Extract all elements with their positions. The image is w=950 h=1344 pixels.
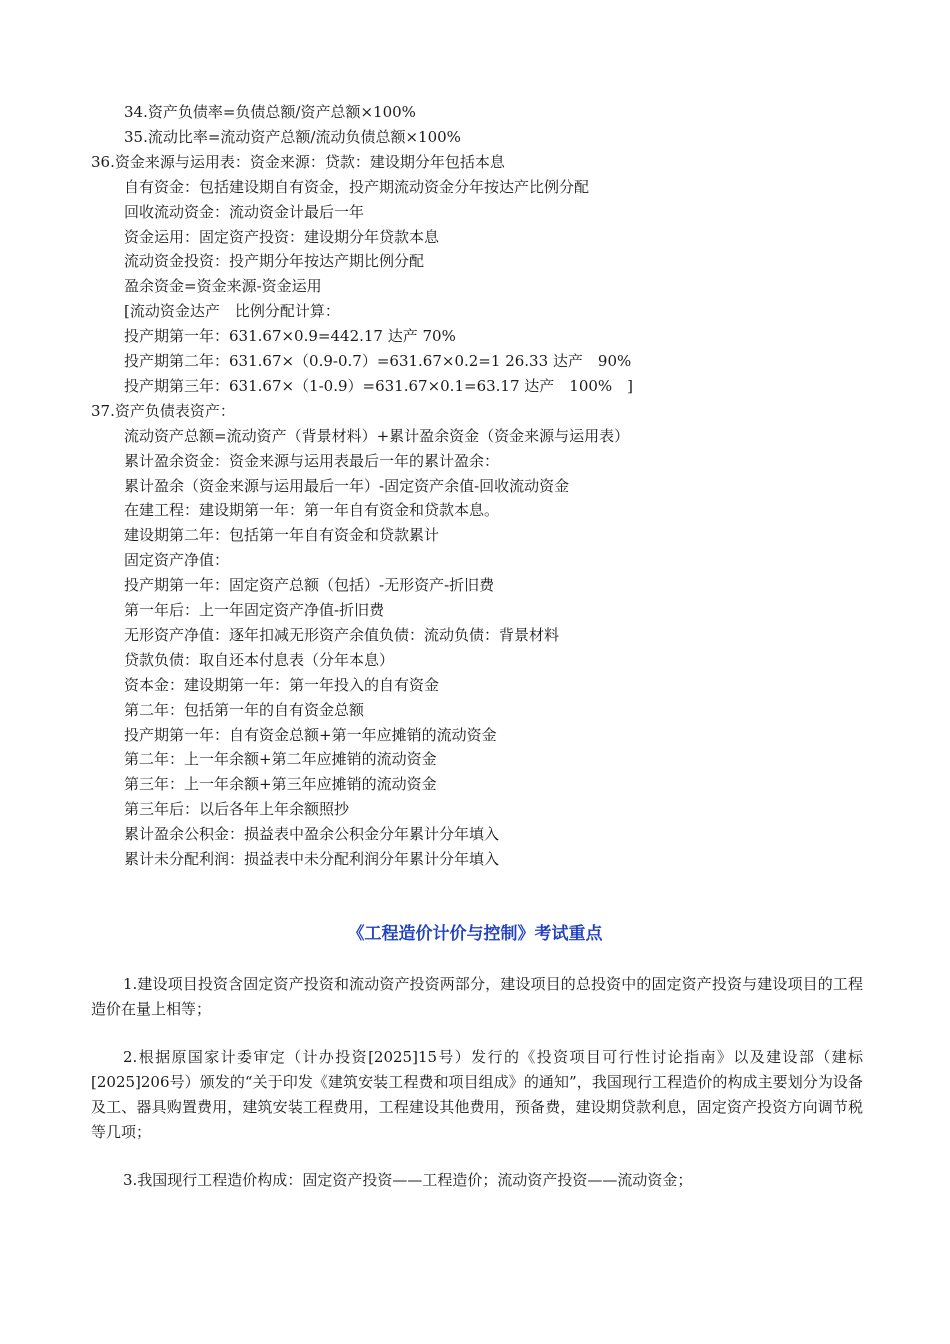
note-line: 自有资金：包括建设期自有资金，投产期流动资金分年按达产比例分配: [124, 178, 590, 196]
note-line: 流动资金投资：投产期分年按达产期比例分配: [124, 252, 425, 270]
paragraph-1: 1.建设项目投资含固定资产投资和流动资产投资两部分，建设项目的总投资中的固定资产投资与建设项目的工程造价在量上相等；: [91, 975, 863, 1018]
note-line: 第二年：上一年余额+第二年应摊销的流动资金: [124, 750, 437, 768]
note-line: [流动资金达产 比例分配计算：: [124, 302, 340, 320]
note-line: 第二年：包括第一年的自有资金总额: [124, 701, 365, 719]
note-line: 投产期第一年：固定资产总额（包括）-无形资产-折旧费: [124, 576, 495, 594]
note-line: 盈余资金=资金来源-资金运用: [124, 277, 322, 295]
note-line: 累计未分配利润：损益表中未分配利润分年累计分年填入: [124, 850, 500, 868]
note-line: 无形资产净值：逐年扣减无形资产余值负债：流动负债：背景材料: [124, 626, 560, 644]
note-line: 第一年后：上一年固定资产净值-折旧费: [124, 601, 385, 619]
note-line: 贷款负债：取自还本付息表（分年本息）: [124, 651, 395, 669]
section-title: 《工程造价计价与控制》考试重点: [347, 924, 603, 944]
note-line: 流动资产总额=流动资产（背景材料）+累计盈余资金（资金来源与运用表）: [124, 427, 630, 445]
note-line: 资本金：建设期第一年：第一年投入的自有资金: [124, 676, 440, 694]
note-line: 累计盈余公积金：损益表中盈余公积金分年累计分年填入: [124, 825, 500, 843]
note-line: 36.资金来源与运用表：资金来源：贷款：建设期分年包括本息: [91, 153, 505, 171]
note-line: 资金运用：固定资产投资：建设期分年贷款本息: [124, 228, 440, 246]
note-line: 在建工程：建设期第一年：第一年自有资金和贷款本息。: [124, 501, 500, 519]
note-line: 投产期第一年：631.67×0.9=442.17 达产 70%: [124, 327, 456, 345]
note-line: 34.资产负债率=负债总额/资产总额×100%: [124, 103, 416, 121]
note-line: 第三年：上一年余额+第三年应摊销的流动资金: [124, 775, 437, 793]
note-line: 累计盈余（资金来源与运用最后一年）-固定资产余值-回收流动资金: [124, 477, 570, 495]
paragraph-3: 3.我国现行工程造价构成：固定资产投资——工程造价；流动资产投资——流动资金；: [123, 1171, 693, 1189]
note-line: 累计盈余资金：资金来源与运用表最后一年的累计盈余：: [124, 452, 500, 470]
note-line: 投产期第二年：631.67×（0.9-0.7）=631.67×0.2=1 26.33 达产 90%: [124, 352, 632, 370]
note-line: 投产期第一年：自有资金总额+第一年应摊销的流动资金: [124, 726, 497, 744]
note-line: 回收流动资金：流动资金计最后一年: [124, 203, 365, 221]
note-line: 投产期第三年：631.67×（1-0.9）=631.67×0.1=63.17 达产 100% ]: [124, 377, 634, 395]
note-line: 35.流动比率=流动资产总额/流动负债总额×100%: [124, 128, 461, 146]
note-line: 第三年后：以后各年上年余额照抄: [124, 800, 350, 818]
paragraph-2: 2.根据原国家计委审定（计办投资[2025]15号）发行的《投资项目可行性讨论指南》以及建设部（建标[2025]206号）颁发的“关于印发《建筑安装工程费和项目组成》的通知”，我国现行工程造价的构成主要划分为设备及工、器具购置费用，建筑安装工程费用，工程建设其他费用，预备费，建设期贷款利息，固定资产投资方向调节税等几项；: [91, 1048, 863, 1141]
note-line: 37.资产负债表资产：: [91, 402, 235, 420]
note-line: 建设期第二年：包括第一年自有资金和贷款累计: [124, 526, 440, 544]
note-line: 固定资产净值：: [124, 551, 230, 569]
